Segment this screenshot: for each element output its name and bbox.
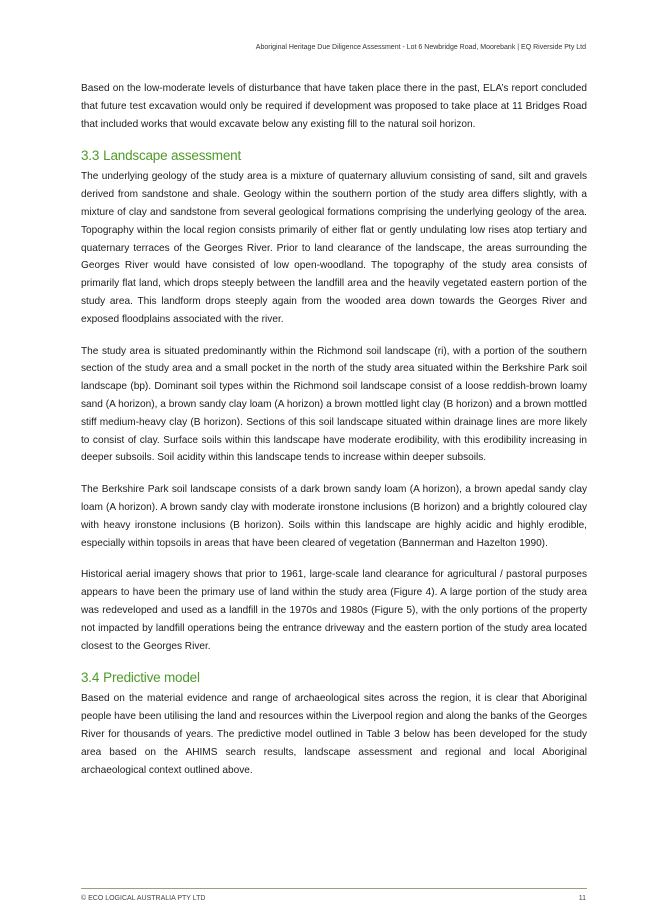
section-number: 3.3 bbox=[81, 148, 100, 164]
landscape-paragraph-richmond-soil: The study area is situated predominantly within the Richmond soil landscape (ri), with a portion of the southern section of the study area and a small pocket in the north of the study area situated within the Berkshire Park soil landscape (bp). Dominant soil types within the Richmond soil landscape consist of a loose reddish-brown loamy sand (A horizon), a brown sandy clay loam (A horizon) a brown mottled light clay (B horizon) and a brown mottled stiff medium-heavy clay (B horizon). Sections of this soil landscape situated within drainage lines are more likely to consist of clay. Surface soils within this landscape have moderate erodibility, with this erodibility increasing in deeper subsoils. Soil acidity within this landscape tends to increase within deeper subsoils. bbox=[81, 345, 587, 464]
landscape-paragraph-berkshire-park-soil: The Berkshire Park soil landscape consists of a dark brown sandy loam (A horizon), a brown apedal sandy clay loam (A horizon). A brown sandy clay with moderate ironstone inclusions (B horizon) and a brightly coloured clay with heavy ironstone inclusions (B horizon). Soils within this landscape are highly acidic and highly erodible, especially within topsoils in areas that have been cleared of vegetation (Bannerman and Hazelton 1990). bbox=[81, 484, 587, 549]
footer-divider bbox=[81, 888, 587, 889]
section-heading-predictive-model bbox=[81, 669, 587, 687]
predictive-model-paragraph: Based on the material evidence and range of archaeological sites across the region, it is clear that Aboriginal people have been utilising the land and resources within the Liverpool region and along the banks of the Georges River for thousands of years. The predictive model outlined in Table 3 below has been developed for the study area based on the AHIMS search results, landscape assessment and regional and local Aboriginal archaeological context outlined above. bbox=[81, 693, 587, 776]
intro-paragraph: Based on the low-moderate levels of disturbance that have taken place there in the past, ELA’s report concluded that future test excavation would only be required if development was proposed to take place at 11 Bridges Road that included works that would excavate below any existing fill to the natural soil horizon. bbox=[81, 83, 587, 130]
page-number: 11 bbox=[578, 895, 586, 902]
landscape-paragraph-aerial-imagery: Historical aerial imagery shows that prior to 1961, large-scale land clearance for agricultural / pastoral purposes appears to have been the primary use of land within the study area (Figure 4). A large portion of the study area was redeveloped and used as a landfill in the 1970s and 1980s (Figure 5), with the only portions of the property not impacted by landfill operations being the entrance driveway and the eastern portion of the study area located closest to the Georges River. bbox=[81, 569, 587, 652]
running-header: Aboriginal Heritage Due Diligence Assessment - Lot 6 Newbridge Road, Moorebank | EQ Riverside Pty Ltd bbox=[255, 44, 586, 51]
section-number: 3.4 bbox=[81, 670, 100, 686]
section-heading-landscape-assessment bbox=[81, 147, 587, 165]
footer-copyright: © ECO LOGICAL AUSTRALIA PTY LTD bbox=[81, 895, 206, 902]
page-body bbox=[81, 80, 587, 793]
section-title: Predictive model bbox=[103, 670, 200, 686]
section-title: Landscape assessment bbox=[103, 148, 242, 164]
landscape-paragraph-geology: The underlying geology of the study area is a mixture of quaternary alluvium consisting of sand, silt and gravels derived from sandstone and shale. Geology within the southern portion of the study area differs slightly, with a mixture of clay and sandstone from several geological formations comprising the underlying geology of the area. Topography within the local region consists primarily of either flat or gently undulating low rises atop tertiary and quaternary terraces of the Georges River. Prior to land clearance of the landscape, the areas surrounding the Georges River would have consisted of low open-woodland. The topography of the study area consists of primarily flat land, which drops steeply between the landfill area and the heavily vegetated eastern portion of the study area. This landform drops steeply again from the wooded area down towards the Georges River and exposed floodplains associated with the river. bbox=[81, 171, 587, 325]
